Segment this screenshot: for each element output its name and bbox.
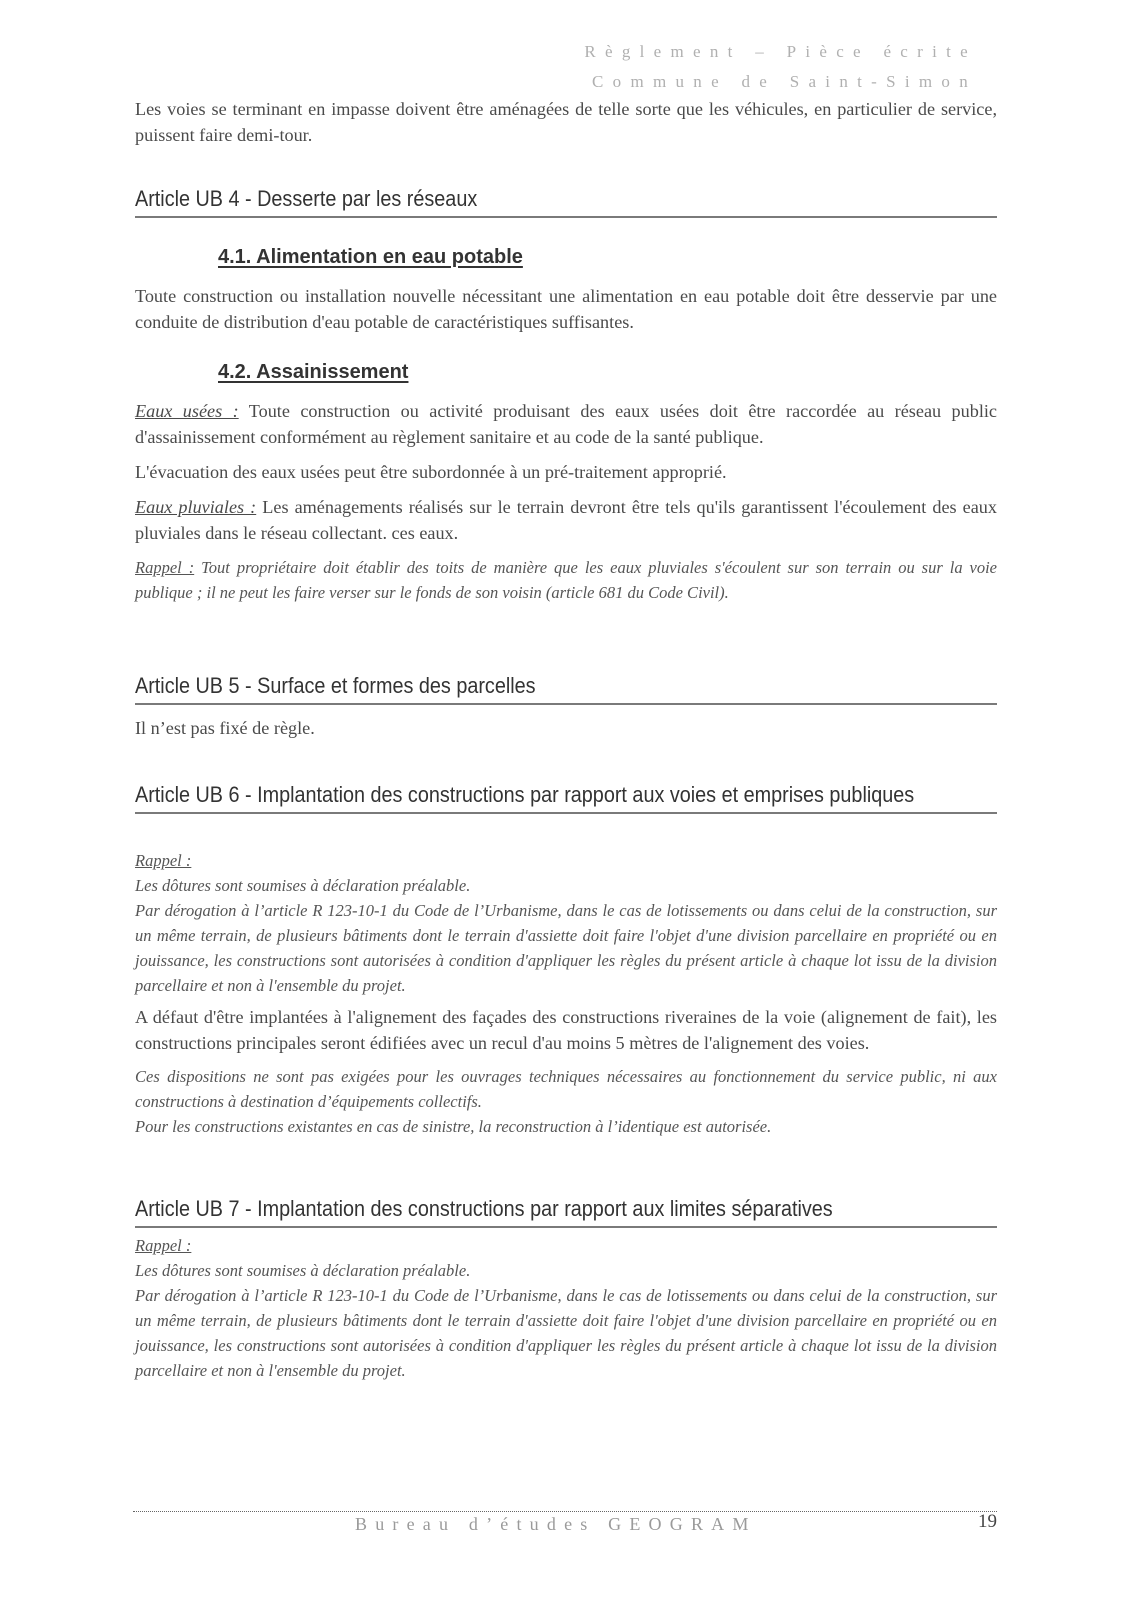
evacuation-paragraph: L'évacuation des eaux usées peut être subordonnée à un pré-traitement approprié. <box>135 462 727 482</box>
article-ub5-paragraph: Il n’est pas fixé de règle. <box>135 718 315 738</box>
rappel-label: Rappel : <box>135 558 195 577</box>
article-ub4-heading: Article UB 4 - Desserte par les réseaux <box>135 184 997 218</box>
section-4-2-heading: 4.2. Assainissement <box>218 361 409 383</box>
article-ub6-body <box>135 848 997 1139</box>
footer-divider <box>133 1511 997 1512</box>
exception-paragraph: Ces dispositions ne sont pas exigées pour les ouvrages techniques nécessaires au fonctionnement du service public, ni aux constructions à destination d’équipements collectifs. <box>135 1067 997 1111</box>
rappel-label-paragraph <box>135 1233 997 1258</box>
section-4-1-body <box>135 283 997 335</box>
derogation-paragraph: Par dérogation à l’article R 123-10-1 du Code de l’Urbanisme, dans le cas de lotissements ou dans celui de la construction, sur un même terrain, de plusieurs bâtiments dont le terrain d'assiette doit faire l'objet d'une division parcellaire en propriété ou en jouissance, les constructions sont autorisées à condition d'appliquer les règles du présent article à chaque lot issu de la division parcellaire et non à l'ensemble du projet. <box>135 901 997 995</box>
rappel-text: Tout propriétaire doit établir des toits de manière que les eaux pluviales s'écoulent sur son terrain ou sur la voie publique ; il ne peut les faire verser sur le fonds de son voisin (article 681 du Code Civil). <box>135 558 997 602</box>
recul-rule-paragraph: A défaut d'être implantées à l'alignement des façades des constructions riveraines de la voie (alignement de fait), les constructions principales seront édifiées avec un recul d'au moins 5 mètres de l'alignement des voies. <box>135 1007 997 1053</box>
eaux-usees-paragraph <box>135 398 997 450</box>
rappel-label: Rappel : <box>135 851 192 870</box>
eaux-pluviales-paragraph <box>135 494 997 546</box>
header-commune: Commune de Saint-Simon <box>592 72 977 91</box>
eau-potable-paragraph: Toute construction ou installation nouvelle nécessitant une alimentation en eau potable doit être desservie par une conduite de distribution d'eau potable de caractéristiques suffisantes. <box>135 286 997 332</box>
section-4-1-heading: 4.1. Alimentation en eau potable <box>218 246 523 268</box>
intro-paragraph: Les voies se terminant en impasse doivent être aménagées de telle sorte que les véhicules, en particulier de service, puissent faire demi-tour. <box>135 99 997 145</box>
sinistre-paragraph: Pour les constructions existantes en cas de sinistre, la reconstruction à l’identique est autorisée. <box>135 1117 772 1136</box>
page-number: 19 <box>978 1511 997 1532</box>
rappel-label-paragraph <box>135 848 997 873</box>
intro-section <box>135 96 997 148</box>
article-ub7-heading: Article UB 7 - Implantation des constructions par rapport aux limites séparatives <box>135 1194 997 1228</box>
eaux-usees-text: Toute construction ou activité produisant des eaux usées doit être raccordée au réseau public d'assainissement conformément au règlement sanitaire et au code de la santé publique. <box>135 401 998 447</box>
rappel-label: Rappel : <box>135 1236 192 1255</box>
section-4-2-body <box>135 398 997 605</box>
article-ub5-heading: Article UB 5 - Surface et formes des parcelles <box>135 671 997 705</box>
rappel-code-civil-paragraph <box>135 555 997 605</box>
clotures-paragraph: Les dôtures sont soumises à déclaration préalable. <box>135 876 471 895</box>
article-ub5-body <box>135 715 997 741</box>
derogation-paragraph: Par dérogation à l’article R 123-10-1 du Code de l’Urbanisme, dans le cas de lotissements ou dans celui de la construction, sur un même terrain, de plusieurs bâtiments dont le terrain d'assiette doit faire l'objet d'une division parcellaire en propriété ou en jouissance, les constructions sont autorisées à condition d'appliquer les règles du présent article à chaque lot issu de la division parcellaire et non à l'ensemble du projet. <box>135 1286 997 1380</box>
article-ub7-body <box>135 1233 997 1383</box>
header-document-title: Règlement – Pièce écrite <box>584 42 977 61</box>
eaux-pluviales-label: Eaux pluviales : <box>135 497 257 517</box>
eaux-pluviales-text: Les aménagements réalisés sur le terrain devront être tels qu'ils garantissent l'écoulement des eaux pluviales dans le réseau collectant. ces eaux. <box>135 497 997 543</box>
clotures-paragraph: Les dôtures sont soumises à déclaration préalable. <box>135 1261 471 1280</box>
footer-company: Bureau d’études GEOGRAM <box>355 1514 757 1534</box>
article-ub6-heading: Article UB 6 - Implantation des constructions par rapport aux voies et emprises publiques <box>135 780 997 814</box>
eaux-usees-label: Eaux usées : <box>135 401 239 421</box>
